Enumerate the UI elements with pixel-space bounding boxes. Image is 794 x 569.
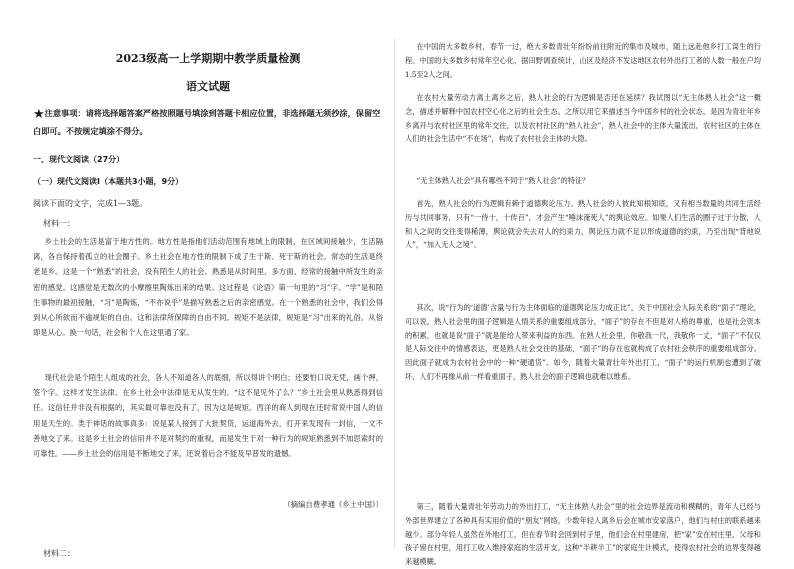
subject-title: 语文试题: [186, 80, 230, 93]
material2-question: “无主体熟人社会”具有哪些不同于“熟人社会”的特征？: [416, 176, 590, 185]
material1-paragraph-2: 现代社会是个陌生人组成的社会，各人不知道各人的底细，所以得讲个明白；还要怕口说无凭，画个押，签个字。这样才发生法律。在乡土社会中法律是无从发生的。“这不是见外了么？”乡土社会里从熟悉得到信任。这信任并非没有根据的，其实最可靠也没有了，因为这是规矩。西洋的商人到现在还时常说中国人的信用是天生的。类于神话的故事真多：说是某人接到了大批契货，运道海外去，打开来发现有一封信，一文不善地交了来。这是乡土社会的信用并不是对契约的重视，而是发生于对一种行为的规矩熟悉到不加思索时的可靠性。——乡土社会的信用是不断地交了来，还说着后合不能及早普发的遗憾。: [33, 373, 383, 459]
material1-paragraph-1: 乡土社会的生活是富于地方性的。地方性是指他们活动范围有地域上的限制，在区域间接触少，生活隔离，各自保持着孤立的社会圈子。乡土社会在地方性的限制下成了生于斯、死于斯的社会。常态的生活是终老是乡。这是一个“熟悉”的社会，没有陌生人的社会。熟悉是从时间里、多方面、经常的接触中所发生的亲密的感觉。这感觉是无数次的小摩擦里陶炼出来的结果。这过程是《论语》第一句里的“习”字。“学”是和陌生事物的最初接触，“习”是陶炼，“不亦说乎”是描写熟悉之后的亲密感觉。在一个熟悉的社会中，我们会得到从心所欲而不逾规矩的自由。这和法律所保障的自由不同。规矩不是法律，规矩是“习”出来的礼俗。从俗即是从心。换一句话，社会和个人在这里通了家。: [33, 237, 383, 338]
notice-text: 注意事项：请将选择题答案严格按照题号填涂到答题卡相应位置，非选择题无须抄涂，保留空白即可。不按规定填涂不得分。: [33, 108, 381, 136]
material2-paragraph-3: 首先，熟人社会的行为逻辑有赖于道德舆论压力。熟人社会的人彼此知根知底，又有相当数量的共同生活经历与共同事务，只有“一侍十，十传百”，才会产生“唾沫淹死人”的舆论效应。如果人们生活的圈子过于分散，人和人之间的交往变得稀薄，舆论就会失去对人的约束力，舆论压力就不足以形成道德的约束，乃至出现“背地说人”，“加入无人之境”。: [405, 199, 761, 250]
material2-label: 材料二：: [43, 549, 75, 558]
material2-paragraph-2: 在农村大量劳动力离土离乡之后，熟人社会的行为逻辑是否还在延续？我试图以“无主体熟人社会”这一概念，描述并解释中国农村空心化之后的社会生态。之所以用它来描述当今中国乡村的社会状态，是因为青壮年乡乡离开与农村社区里的常年交往，以及农村社区的“熟人社会”，熟人社会中的主体大量流出，农村社区的主体在人们的社会生活中“不在场”，构成了农村社会主体的大隐。: [405, 93, 761, 144]
section-heading: 一、现代文阅读（27分）: [33, 155, 125, 164]
material1-citation: （摘编自费孝通《乡土中国》）: [283, 500, 383, 509]
subsection-heading: （一）现代文阅读Ⅰ（本题共3小题，9分）: [33, 177, 184, 186]
material2-paragraph-4: 其次，说“行为的‘道德’含量与行为主体面临的道德舆论压力成正比”，关于中国社会人际关系的“面子”理论，可以说，熟人社会里的面子逻辑是人情关系的重要组成部分，“面子”的存在不但是对人格的尊重，也是社会资本的积累，也就是说“面子”就是能给人带来利益的东西。在熟人社会里，你敬我一尺，我敬你一丈，“面子”不仅仅是人际交往中的情感表达，更是熟人社会交往的基础，“面子”的存在也就构成了农村社会秩序的重要组成部分。因此面子就成为农村社会中的一种“硬通货”。如今，随着大量青壮年外出打工，“面子”的运行机制也遭到了破坏，人们不再像从前一样看重面子，熟人社会的面子逻辑也就难以维系。: [405, 303, 761, 381]
exam-title: 2023级高一上学期期中教学质量检测: [115, 52, 301, 65]
reading-instruction: 阅读下面的文字，完成1—3题。: [33, 199, 148, 208]
material2-paragraph-5: 第三，随着大量青壮年劳动力的外出打工，“无主体熟人社会”里的社会边界是流动和模糊的，青年人已经与外部世界建立了各种具有实用价值的“朋友”网络，少数年轻人离乡后会在城市安家落户，他们与村庄的联系越来越少。部分年轻人虽然在外地打工，但在春节时会回到村子里，他们会在村里建房，把“家”安在村庄里，父母和孩子留在村里，用打工收入维持家庭的生活开支。这种“半耕半工”的家庭生计模式，使得农村社会的边界变得越来越模糊。: [405, 502, 761, 567]
star-icon: ★: [33, 107, 45, 122]
exam-notice: [33, 105, 383, 139]
column-divider: [394, 38, 395, 548]
material1-label: 材料一：: [43, 219, 75, 228]
material2-paragraph-1: 在中国的大多数乡村，春节一过，绝大多数青壮年纷纷前往附近的集市及城市，随上远赴他乡打工谋生的行程。中国的大多数乡村常年空心化，据田野调查统计，山区及经济不发达地区农村外出打工者的人数一般在户均1.5至2人之间。: [405, 42, 761, 79]
